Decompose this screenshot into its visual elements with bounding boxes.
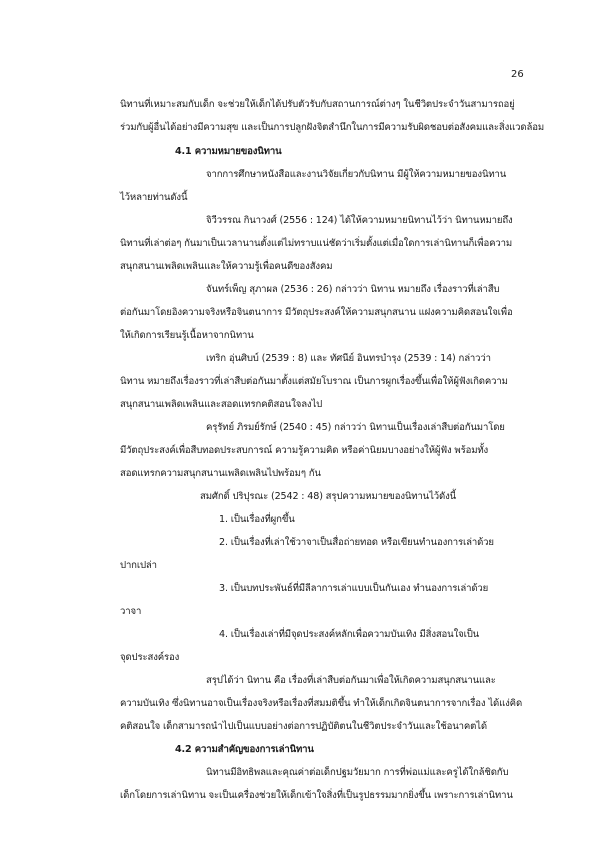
text-line: 2. เป็นเรื่องที่เล่าใช้วาจาเป็นสื่อถ่ายทอด หรือเขียนทำนองการเล่าด้วย xyxy=(219,537,494,548)
text-line: จันทร์เพ็ญ สุภาผล (2536 : 26) กล่าวว่า นิทาน หมายถึง เรื่องราวที่เล่าสืบ xyxy=(206,284,500,295)
text-line: จากการศึกษาหนังสือและงานวิจัยเกี่ยวกับนิทาน มีผู้ให้ความหมายของนิทาน xyxy=(206,169,507,180)
text-line: คติสอนใจ เด็กสามารถนำไปเป็นแบบอย่างต่อการปฏิบัติตนในชีวิตประจำวันและใช้อนาคตได้ xyxy=(120,721,487,732)
text-line: ร่วมกับผู้อื่นได้อย่างมีความสุข และเป็นการปลูกฝังจิตสำนึกในการมีความรับผิดชอบต่อสังคมและสิ่งแวดล้อม xyxy=(120,122,544,133)
text-line: ปากเปล่า xyxy=(120,560,157,571)
text-line: สรุปได้ว่า นิทาน คือ เรื่องที่เล่าสืบต่อกันมาเพื่อให้เกิดความสนุกสนานและ xyxy=(206,675,496,686)
text-line: 3. เป็นบทประพันธ์ที่มีลีลาการเล่าแบบเป็นกันเอง ทำนองการเล่าด้วย xyxy=(219,583,489,594)
text-line: ครุรัทย์ ภิรมย์รักษ์ (2540 : 45) กล่าวว่า นิทานเป็นเรื่องเล่าสืบต่อกันมาโดย xyxy=(206,422,505,433)
text-line: นิทาน หมายถึงเรื่องราวที่เล่าสืบต่อกันมาตั้งแต่สมัยโบราณ เป็นการผูกเรื่องขึ้นเพื่อให้ผู้ฟังเกิดความ xyxy=(120,376,508,387)
section-heading: 4.2 ความสำคัญของการเล่านิทาน xyxy=(175,744,314,755)
text-line: เทริก อุ่นศิบบ์ (2539 : 8) และ ทัศนีย์ อินทรบำรุง (2539 : 14) กล่าวว่า xyxy=(206,353,491,364)
page-number: 26 xyxy=(511,69,524,80)
text-line: สอดแทรกความสนุกสนานเพลิดเพลินไปพร้อมๆ กัน xyxy=(120,468,321,479)
text-line: จิวีวรรณ กินาวงศ์ (2556 : 124) ได้ให้ความหมายนิทานไว้ว่า นิทานหมายถึง xyxy=(206,215,513,226)
text-line: ไว้หลายท่านดังนี้ xyxy=(120,192,188,203)
text-line: มีวัตถุประสงค์เพื่อสืบทอดประสบการณ์ ความรู้ความคิด หรือค่านิยมบางอย่างให้ผู้ฟัง พร้อมทั้ง xyxy=(120,445,489,456)
text-line: วาจา xyxy=(120,606,142,617)
text-line: ความบันเทิง ซึ่งนิทานอาจเป็นเรื่องจริงหรือเรื่องที่สมมติขึ้น ทำให้เด็กเกิดจินตนาการจากเรื่อง ได้แง่คิด xyxy=(120,698,523,709)
section-heading: 4.1 ความหมายของนิทาน xyxy=(175,146,282,157)
text-line: ให้เกิดการเรียนรู้เนื้อหาจากนิทาน xyxy=(120,330,254,341)
text-line: สนุกสนานเพลิดเพลินและสอดแทรกคติสอนใจลงไป xyxy=(120,399,323,410)
text-line: สนุกสนานเพลิดเพลินและให้ความรู้เพื่อคนดีของสังคม xyxy=(120,261,333,272)
text-line: 4. เป็นเรื่องเล่าที่มีจุดประสงค์หลักเพื่อความบันเทิง มีสิ่งสอนใจเป็น xyxy=(219,629,480,640)
text-line: จุดประสงค์รอง xyxy=(120,652,180,663)
text-line: นิทานที่เล่าต่อๆ กันมาเป็นเวลานานตั้งแต่ไม่ทราบแน่ชัดว่าเริ่มตั้งแต่เมื่อใดการเล่านิทานก็เพื่อความ xyxy=(120,238,512,249)
text-line: ต่อกันมาโดยอิงความจริงหรือจินตนาการ มีวัตถุประสงค์ให้ความสนุกสนาน แฝงความคิดสอนใจเพื่อ xyxy=(120,307,513,318)
text-line: เด็กโดยการเล่านิทาน จะเป็นเครื่องช่วยให้เด็กเข้าใจสิ่งที่เป็นรูปธรรมมากยิ่งขึ้น เพราะการเล่านิทาน xyxy=(120,790,513,801)
text-line: 1. เป็นเรื่องที่ผูกขึ้น xyxy=(219,514,295,525)
text-line: นิทานที่เหมาะสมกับเด็ก จะช่วยให้เด็กได้ปรับตัวรับกับสถานการณ์ต่างๆ ในชีวิตประจำวันสามารถอยู่ xyxy=(120,99,515,110)
text-line: สมศักดิ์ ปริปุรณะ (2542 : 48) สรุปความหมายของนิทานไว้ดังนี้ xyxy=(200,491,457,502)
text-line: นิทานมีอิทธิพลและคุณค่าต่อเด็กปฐมวัยมาก การที่พ่อแม่และครูได้ใกล้ชิดกับ xyxy=(206,767,509,778)
